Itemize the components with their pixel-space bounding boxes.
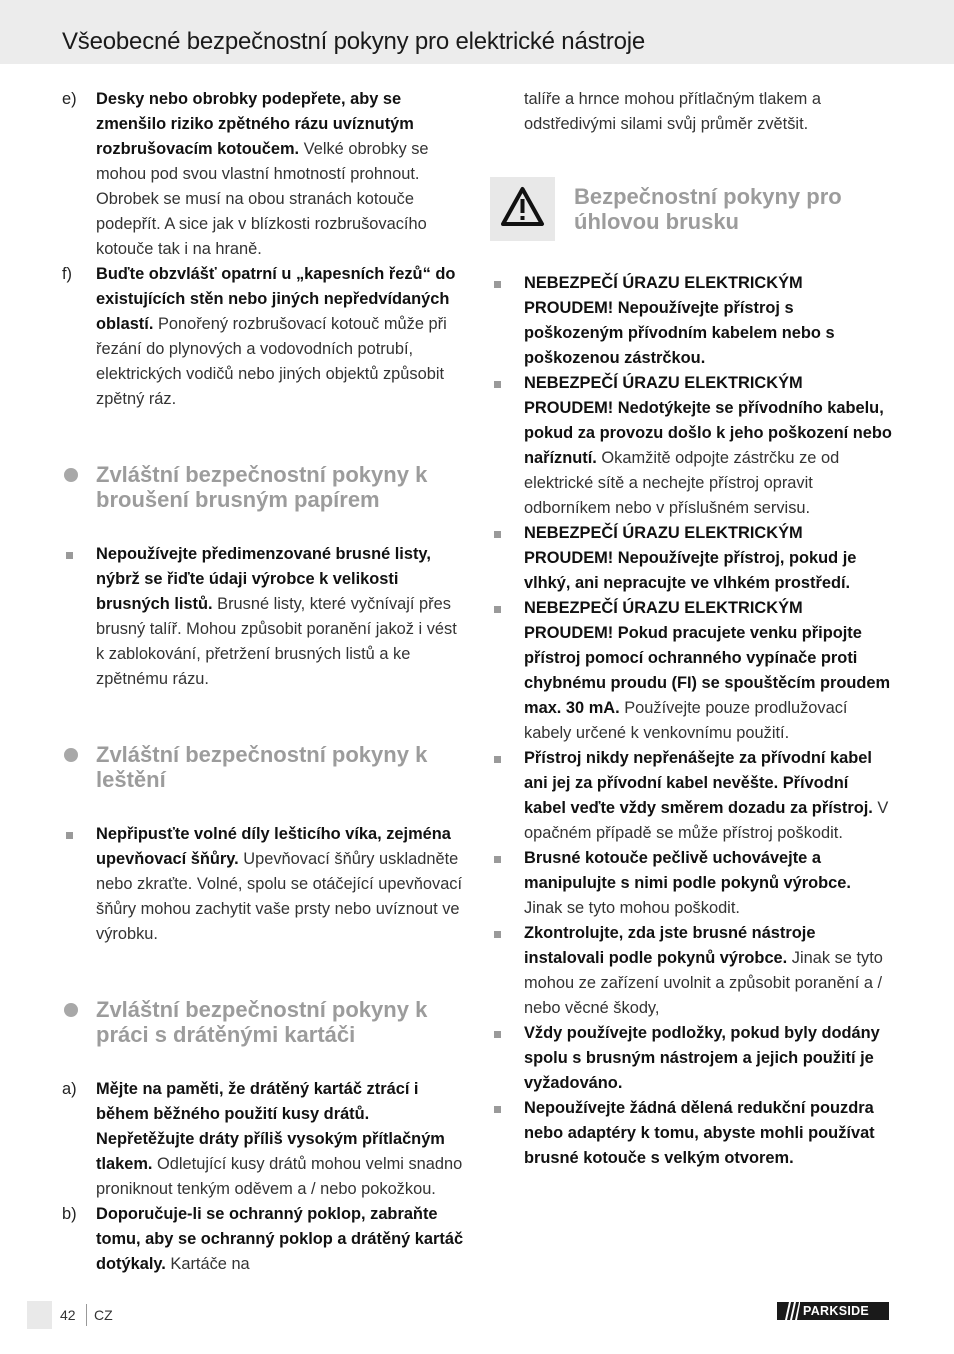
item-bold-text: NEBEZPEČÍ ÚRAZU ELEKTRICKÝM PROUDEM! Nepoužívejte přístroj s poškozeným přívodním kabelem nebo s poškozenou zástrčkou.	[524, 274, 835, 367]
warning-triangle-icon	[490, 177, 555, 241]
language-code: CZ	[94, 1307, 113, 1323]
list-item	[490, 371, 892, 521]
item-bold-text: Mějte na paměti, že drátěný kartáč ztrácí i během běžného použití kusy drátů. Nepřetěžujte dráty příliš vysokým přítlačným tlakem.	[96, 1080, 445, 1173]
right-column	[490, 87, 892, 1171]
square-bullet-icon	[494, 756, 501, 763]
circle-bullet-icon	[64, 468, 78, 482]
item-label: f)	[62, 265, 73, 283]
item-text: V opačném případě se může přístroj poškodit.	[524, 799, 889, 842]
footer-divider	[86, 1304, 87, 1326]
item-text: Okamžitě odpojte zástrčku ze od elektrické sítě a nechejte přístroj opravit odborníkem nebo v příslušném servisu.	[524, 449, 840, 517]
item-bold-text: Nepoužívejte předimenzované brusné listy, nýbrž se řiďte údaji výrobce k velikosti brusných listů.	[96, 545, 431, 613]
item-bold-text: Desky nebo obrobky podepřete, aby se zmenšilo riziko zpětného rázu uvíznutým rozbrušovacím kotoučem.	[96, 90, 414, 158]
section-heading-angle-grinder: Bezpečnostní pokyny pro úhlovou brusku	[574, 184, 842, 234]
item-text: Jinak se tyto mohou ze zařízení uvolnit a způsobit poranění a / nebo věcné škody,	[524, 949, 883, 1017]
item-text: Kartáče na	[165, 1255, 250, 1273]
list-item	[490, 596, 892, 746]
page-header	[0, 0, 954, 64]
continuation-text: talíře a hrnce mohou přítlačným tlakem a odstředivými silami svůj průměr zvětšit.	[524, 90, 821, 133]
circle-bullet-icon	[64, 748, 78, 762]
square-bullet-icon	[494, 381, 501, 388]
list-item	[490, 1021, 892, 1096]
list-item	[490, 521, 892, 596]
square-bullet-icon	[66, 832, 73, 839]
square-bullet-icon	[494, 1106, 501, 1113]
item-bold-text: Brusné kotouče pečlivě uchovávejte a manipulujte s nimi podle pokynů výrobce.	[524, 849, 851, 892]
item-label: b)	[62, 1205, 77, 1223]
list-item	[490, 1096, 892, 1171]
item-bold-text: Nepřipusťte volné díly lešticího víka, zejména upevňovací šňůry.	[96, 825, 451, 868]
section-heading-polishing: Zvláštní bezpečnostní pokyny k leštění	[62, 742, 467, 792]
list-item	[490, 746, 892, 846]
item-bold-text: NEBEZPEČÍ ÚRAZU ELEKTRICKÝM PROUDEM! Pokud pracujete venku připojte přístroj pomocí ochranného vypínače proti chybnému proudu (FI) se spouštěcím proudem max. 30 mA.	[524, 599, 891, 717]
item-bold-text: Vždy používejte podložky, pokud byly dodány spolu s brusným nástrojem a jejich použití je vyžadováno.	[524, 1024, 880, 1092]
square-bullet-icon	[494, 1031, 501, 1038]
list-item-e	[62, 87, 467, 262]
item-bold-text: NEBEZPEČÍ ÚRAZU ELEKTRICKÝM PROUDEM! Nepoužívejte přístroj, pokud je vlhký, ani nepracujte ve vlhkém prostředí.	[524, 524, 857, 592]
square-bullet-icon	[494, 931, 501, 938]
item-text: Velké obrobky se mohou pod svou vlastní hmotností prohnout. Obrobek se musí na obou stranách kotouče podepřít. A sice jak v blízkosti rozbrušovacího kotouče tak i na hraně.	[96, 140, 429, 258]
square-bullet-icon	[494, 856, 501, 863]
item-text: Odletující kusy drátů mohou velmi snadno proniknout tenkým oděvem a / nebo pokožkou.	[96, 1155, 463, 1198]
list-item	[490, 921, 892, 1021]
item-bold-text: NEBEZPEČÍ ÚRAZU ELEKTRICKÝM PROUDEM! Nedotýkejte se přívodního kabelu, pokud za provozu došlo k jeho poškození nebo naříznutí.	[524, 374, 892, 467]
list-item	[490, 271, 892, 371]
item-text: Používejte pouze prodlužovací kabely určené k venkovnímu použití.	[524, 699, 848, 742]
list-item-f	[62, 262, 467, 412]
square-bullet-icon	[66, 552, 73, 559]
warning-icon-box	[490, 177, 555, 241]
list-item	[62, 822, 467, 947]
item-bold-text: Nepoužívejte žádná dělená redukční pouzdra nebo adaptéry k tomu, abyste mohli používat brusné kotouče s velkým otvorem.	[524, 1099, 875, 1167]
item-text: Brusné listy, které vyčnívají přes brusný talíř. Mohou způsobit poranění jakož i vést k zablokování, přetržení brusných listů a ke zpětnému rázu.	[96, 595, 457, 688]
bullet-list	[490, 271, 892, 1171]
list-item	[490, 846, 892, 921]
brand-logo	[777, 1302, 889, 1320]
item-text: Ponořený rozbrušovací kotouč může při řezání do plynových a vodovodních potrubí, elektrických vodičů nebo jiných objektů způsobit zpětný ráz.	[96, 315, 447, 408]
item-text: Upevňovací šňůry uskladněte nebo zkraťte. Volné, spolu se otáčející upevňovací šňůry mohou zachytit vaše prsty nebo uvíznout ve výrobku.	[96, 850, 463, 943]
page-number: 42	[60, 1307, 76, 1323]
item-bold-text: Přístroj nikdy nepřenášejte za přívodní kabel ani jej za přívodní kabel nevěšte. Přívodní kabel veďte vždy směrem dozadu za přístroj.	[524, 749, 873, 817]
section-heading-sanding: Zvláštní bezpečnostní pokyny k broušení brusným papírem	[62, 462, 467, 512]
item-bold-text: Buďte obzvlášť opatrní u „kapesních řezů“ do existujících stěn nebo jiných nepředvídaných oblastí.	[96, 265, 456, 333]
logo-stripes-icon	[782, 1302, 800, 1320]
left-column	[62, 87, 467, 1277]
item-text: Jinak se tyto mohou poškodit.	[524, 899, 740, 917]
page-title: Všeobecné bezpečnostní pokyny pro elektrické nástroje	[62, 28, 646, 55]
list-item	[62, 542, 467, 692]
square-bullet-icon	[494, 531, 501, 538]
square-bullet-icon	[494, 281, 501, 288]
item-label: a)	[62, 1080, 77, 1098]
section-heading-wire-brushes: Zvláštní bezpečnostní pokyny k práci s drátěnými kartáči	[62, 997, 467, 1047]
list-item-a	[62, 1077, 467, 1202]
item-bold-text: Zkontrolujte, zda jste brusné nástroje instalovali podle pokynů výrobce.	[524, 924, 816, 967]
circle-bullet-icon	[64, 1003, 78, 1017]
item-bold-text: Doporučuje-li se ochranný poklop, zabraňte tomu, aby se ochranný poklop a drátěný kartáč dotýkaly.	[96, 1205, 464, 1273]
logo-text: PARKSIDE	[803, 1304, 870, 1318]
footer-tab	[27, 1301, 52, 1329]
list-item-b	[62, 1202, 467, 1277]
item-label: e)	[62, 90, 77, 108]
warning-section-header	[490, 177, 892, 241]
square-bullet-icon	[494, 606, 501, 613]
